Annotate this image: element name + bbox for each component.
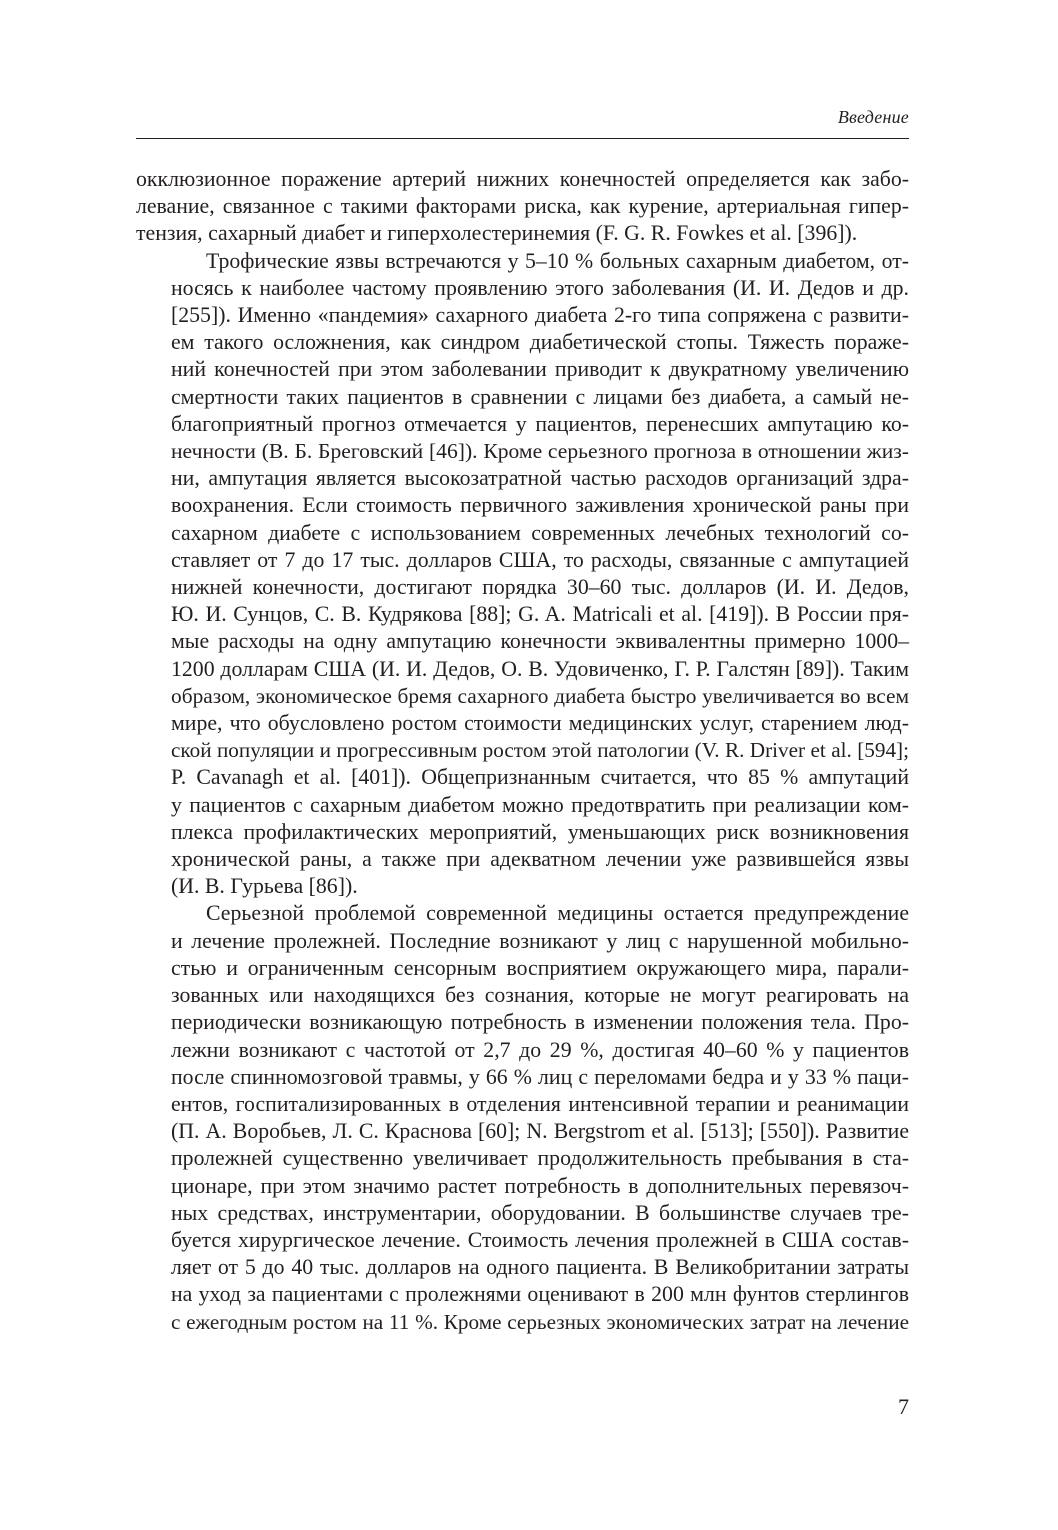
text-line: ных средствах, инструментарии, оборудовании. В большинстве случаев тре-	[171, 1200, 909, 1225]
text-line: нечности (В. Б. Бреговский [46]). Кроме серьезного прогноза в отношении жиз-	[171, 439, 909, 464]
text-line: ний конечностей при этом заболевании приводит к двукратному увеличению	[171, 357, 909, 382]
text-line: у пациентов с сахарным диабетом можно предотвратить при реализации ком-	[171, 792, 909, 817]
text-line: ской популяции и прогрессивным ростом этой патологии (V. R. Driver et al. [594];	[171, 738, 909, 763]
text-line: ставляет от 7 до 17 тыс. долларов США, то расходы, связанные с ампутацией	[171, 547, 909, 572]
text-line: лежни возникают с частотой от 2,7 до 29 %, достигая 40–60 % у пациентов	[171, 1037, 909, 1062]
text-line: мире, что обусловлено ростом стоимости медицинских услуг, старением люд-	[171, 711, 909, 736]
text-line: тензия, сахарный диабет и гиперхолестеринемия (F. G. R. Fowkes et al. [396]).	[136, 221, 858, 246]
text-line: нижней конечности, достигают порядка 30–60 тыс. долларов (И. И. Дедов,	[171, 575, 909, 600]
text-line: носясь к наиболее частому проявлению этого заболевания (И. И. Дедов и др.	[171, 275, 909, 300]
text-line: [255]). Именно «пандемия» сахарного диабета 2-го типа сопряжена с развити-	[171, 303, 909, 328]
text-line: пролежней существенно увеличивает продолжительность пребывания в ста-	[171, 1146, 909, 1171]
text-line: ентов, госпитализированных в отделения интенсивной терапии и реанимации	[171, 1091, 909, 1116]
text-line: воохранения. Если стоимость первичного заживления хронической раны при	[171, 493, 909, 518]
text-line: смертности таких пациентов в сравнении с лицами без диабета, а самый не-	[171, 384, 909, 409]
text-line: ни, ампутация является высокозатратной частью расходов организаций здра-	[171, 466, 909, 491]
text-line: благоприятный прогноз отмечается у пациентов, перенесших ампутацию ко-	[171, 411, 909, 436]
body-text	[136, 166, 909, 1336]
running-header-section-title: Введение	[837, 107, 909, 127]
text-line: после спинномозговой травмы, у 66 % лиц с переломами бедра и у 33 % паци-	[171, 1064, 909, 1089]
text-line: и лечение пролежней. Последние возникают у лиц с нарушенной мобильно-	[171, 928, 909, 953]
text-line: Серьезной проблемой современной медицины остается предупреждение	[206, 901, 909, 926]
text-line: ем такого осложнения, как синдром диабетической стопы. Тяжесть пораже-	[171, 330, 909, 355]
text-line: мые расходы на одну ампутацию конечности эквивалентны примерно 1000–	[171, 629, 909, 654]
text-line: ционаре, при этом значимо растет потребность в дополнительных перевязоч-	[171, 1173, 909, 1198]
text-line: периодически возникающую потребность в изменении положения тела. Про-	[171, 1010, 909, 1035]
text-line: сахарном диабете с использованием современных лечебных технологий со-	[171, 520, 909, 545]
text-line: ляет от 5 до 40 тыс. долларов на одного пациента. В Великобритании затраты	[171, 1255, 909, 1280]
text-line: 1200 долларам США (И. И. Дедов, О. В. Удовиченко, Г. Р. Галстян [89]). Таким	[171, 656, 909, 681]
page-number: 7	[898, 1394, 909, 1419]
paragraph-2	[136, 248, 909, 901]
header-divider	[136, 138, 909, 139]
text-line: на уход за пациентами с пролежнями оценивают в 200 млн фунтов стерлингов	[171, 1282, 909, 1307]
paragraph-3	[136, 900, 909, 1335]
text-line: стью и ограниченным сенсорным восприятием окружающего мира, парали-	[171, 955, 909, 980]
text-line: зованных или находящихся без сознания, которые не могут реагировать на	[171, 983, 909, 1008]
paragraph-1	[136, 166, 909, 248]
text-line: окклюзионное поражение артерий нижних конечностей определяется как забо-	[136, 167, 909, 191]
text-line: левание, связанное с такими факторами риска, как курение, артериальная гипер-	[136, 194, 909, 219]
text-line: (П. А. Воробьев, Л. С. Краснова [60]; N. Bergstrom et al. [513]; [550]). Развитие	[171, 1119, 909, 1144]
text-line: образом, экономическое бремя сахарного диабета быстро увеличивается во всем	[171, 683, 909, 708]
text-line: Трофические язвы встречаются у 5–10 % больных сахарным диабетом, от-	[206, 248, 909, 273]
text-line: буется хирургическое лечение. Стоимость лечения пролежней в США состав-	[171, 1227, 909, 1252]
text-line: P. Cavanagh et al. [401]). Общепризнанным считается, что 85 % ампутаций	[171, 765, 909, 790]
text-line: плекса профилактических мероприятий, уменьшающих риск возникновения	[171, 819, 909, 844]
text-line: с ежегодным ростом на 11 %. Кроме серьезных экономических затрат на лечение	[171, 1309, 909, 1334]
text-line: (И. В. Гурьева [86]).	[171, 874, 358, 899]
text-line: хронической раны, а также при адекватном лечении уже развившейся язвы	[171, 847, 909, 872]
text-line: Ю. И. Сунцов, С. В. Кудрякова [88]; G. A. Matricali et al. [419]). В России пря-	[171, 602, 909, 627]
